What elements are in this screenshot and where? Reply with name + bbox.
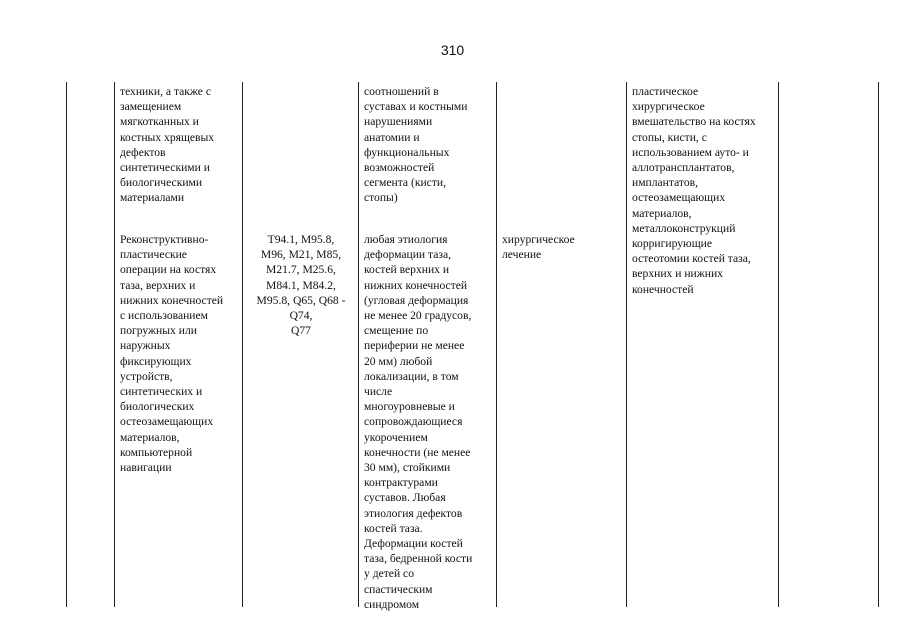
table-cell-method: Реконструктивно- пластические операции на костях таза, верхних и нижних конечностей с использованием погружных или наружных фиксирующих устройств, синтетических и биологических остеозамещающих материалов, компьютерной навигации (120, 233, 224, 475)
table-cell-treatment-type: хирургическое лечение (502, 233, 575, 262)
column-divider (626, 82, 627, 607)
column-divider (242, 82, 243, 607)
page-number: 310 (440, 42, 465, 58)
column-divider (496, 82, 497, 607)
table-cell-patient-model-continued: соотношений в суставах и костными нарушениями анатомии и функциональных возможностей сегмента (кисти, стопы) (364, 85, 468, 205)
table-cell-method-continued: техники, а также с замещением мягкотканных и костных хрящевых дефектов синтетическими и биологическими материалами (120, 85, 215, 205)
table-border-left (66, 82, 67, 607)
table-cell-icd-codes: T94.1, M95.8, M96, M21, M85, M21.7, M25.6, M84.1, M84.2, M95.8, Q65, Q68 - Q74, Q77 (256, 233, 346, 338)
column-divider (778, 82, 779, 607)
column-divider (114, 82, 115, 607)
table-border-right (878, 82, 879, 607)
table-cell-patient-model: любая этиология деформации таза, костей верхних и нижних конечностей (угловая деформация не менее 20 градусов, смещение по периферии не менее 20 мм) любой локализации, в том числе многоуровневые и сопровождающиеся укорочением конечности (не менее 30 мм), стойкими контрактурами суставов. Любая этиология дефектов костей таза. Деформации костей таза, бедренной кости у детей со спастическим синдромом (364, 233, 473, 611)
table-cell-treatment-method: пластическое хирургическое вмешательство на костях стопы, кисти, с использованием ауто- и аллотрансплантатов, имплантатов, остеозамещающих материалов, металлоконструкций корригирующие остеотомии костей таза, верхних и нижних конечностей (632, 85, 756, 296)
column-divider (358, 82, 359, 607)
